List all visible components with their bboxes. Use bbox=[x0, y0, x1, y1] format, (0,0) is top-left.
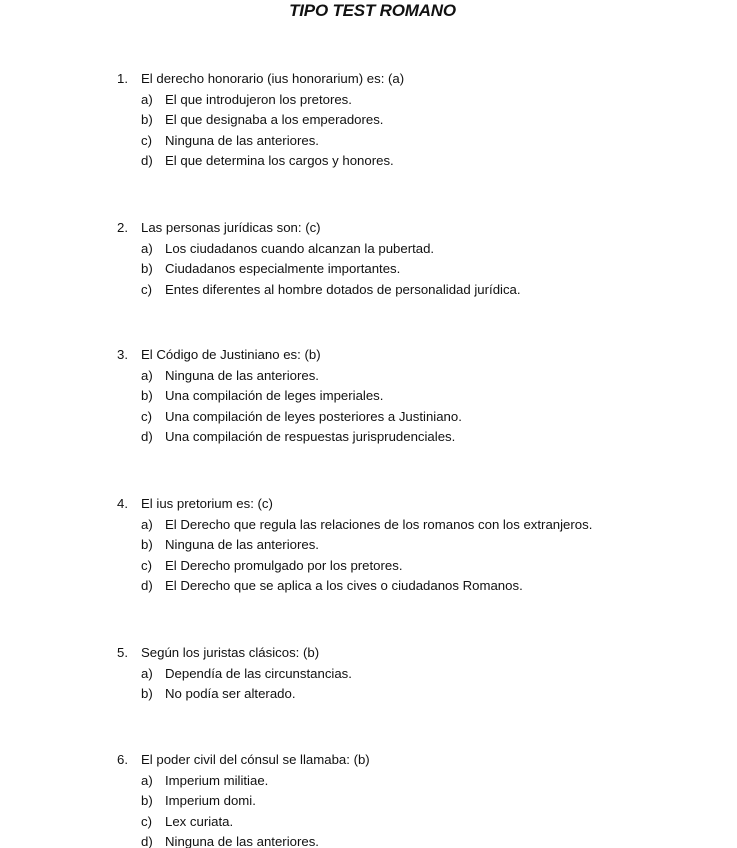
option-text: Dependía de las circunstancias. bbox=[165, 665, 352, 681]
answer-option bbox=[0, 259, 737, 280]
answer-option bbox=[0, 771, 737, 792]
question-4 bbox=[0, 494, 737, 597]
option-text: El que designaba a los emperadores. bbox=[165, 112, 384, 127]
answer-option bbox=[0, 556, 737, 577]
option-letter: b) bbox=[141, 793, 153, 808]
option-text: El Derecho que se aplica a los cives o ciudadanos Romanos. bbox=[165, 578, 523, 593]
option-text: Una compilación de respuestas jurisprudenciales. bbox=[165, 429, 456, 444]
option-letter: a) bbox=[141, 240, 153, 256]
question-number: 6. bbox=[117, 752, 128, 767]
answer-option bbox=[0, 664, 737, 685]
option-text: Los ciudadanos cuando alcanzan la pubertad. bbox=[165, 240, 435, 256]
option-letter: c) bbox=[141, 813, 152, 829]
question-stem bbox=[0, 345, 737, 366]
option-letter: d) bbox=[141, 834, 153, 848]
option-text: Ciudadanos especialmente importantes. bbox=[165, 261, 401, 276]
option-text: Ninguna de las anteriores. bbox=[165, 834, 319, 848]
answer-option bbox=[0, 535, 737, 556]
question-3 bbox=[0, 345, 737, 448]
question-5 bbox=[0, 643, 737, 705]
option-letter: b) bbox=[141, 388, 153, 403]
answer-option bbox=[0, 791, 737, 812]
option-text: Ninguna de las anteriores. bbox=[165, 367, 319, 383]
answer-option bbox=[0, 386, 737, 407]
option-text: El Derecho que regula las relaciones de los romanos con los extranjeros. bbox=[165, 516, 593, 532]
question-6 bbox=[0, 750, 737, 848]
option-letter: c) bbox=[141, 557, 152, 573]
answer-option bbox=[0, 366, 737, 387]
option-letter: c) bbox=[141, 132, 152, 148]
answer-option bbox=[0, 427, 737, 448]
option-letter: a) bbox=[141, 367, 153, 383]
question-text: El ius pretorium es: (c) bbox=[141, 496, 273, 511]
option-letter: a) bbox=[141, 665, 153, 681]
option-text: Una compilación de leges imperiales. bbox=[165, 388, 384, 403]
answer-option bbox=[0, 151, 737, 172]
option-letter: d) bbox=[141, 153, 153, 168]
answer-option bbox=[0, 515, 737, 536]
question-stem bbox=[0, 69, 737, 90]
question-number: 4. bbox=[117, 496, 128, 511]
option-text: El que introdujeron los pretores. bbox=[165, 91, 352, 107]
option-letter: a) bbox=[141, 516, 153, 532]
option-letter: c) bbox=[141, 408, 152, 424]
option-letter: b) bbox=[141, 112, 153, 127]
answer-option bbox=[0, 131, 737, 152]
option-text: Ninguna de las anteriores. bbox=[165, 537, 319, 552]
question-text: Según los juristas clásicos: (b) bbox=[141, 645, 320, 660]
option-letter: b) bbox=[141, 537, 153, 552]
option-text: Ninguna de las anteriores. bbox=[165, 132, 319, 148]
option-text: Imperium militiae. bbox=[165, 772, 269, 788]
answer-option bbox=[0, 110, 737, 131]
option-letter: d) bbox=[141, 578, 153, 593]
question-number: 5. bbox=[117, 645, 128, 660]
question-text: El poder civil del cónsul se llamaba: (b) bbox=[141, 752, 370, 767]
option-text: Una compilación de leyes posteriores a Justiniano. bbox=[165, 408, 462, 424]
question-number: 1. bbox=[117, 71, 128, 86]
question-stem bbox=[0, 643, 737, 664]
option-letter: c) bbox=[141, 281, 152, 297]
question-2 bbox=[0, 218, 737, 300]
question-text: Las personas jurídicas son: (c) bbox=[141, 220, 321, 235]
question-text: El derecho honorario (ius honorarium) es: (a) bbox=[141, 71, 405, 86]
option-text: El Derecho promulgado por los pretores. bbox=[165, 557, 403, 573]
option-letter: b) bbox=[141, 261, 153, 276]
answer-option bbox=[0, 407, 737, 428]
option-letter: b) bbox=[141, 686, 153, 701]
question-number: 2. bbox=[117, 220, 128, 235]
document-title: TIPO TEST ROMANO bbox=[289, 1, 456, 20]
question-1 bbox=[0, 69, 737, 172]
answer-option bbox=[0, 812, 737, 833]
option-text: Lex curiata. bbox=[165, 813, 234, 829]
answer-option bbox=[0, 280, 737, 301]
answer-option bbox=[0, 832, 737, 848]
question-text: El Código de Justiniano es: (b) bbox=[141, 347, 321, 362]
option-letter: d) bbox=[141, 429, 153, 444]
option-letter: a) bbox=[141, 772, 153, 788]
option-text: Entes diferentes al hombre dotados de personalidad jurídica. bbox=[165, 281, 521, 297]
question-stem bbox=[0, 750, 737, 771]
answer-option bbox=[0, 90, 737, 111]
answer-option bbox=[0, 576, 737, 597]
answer-option bbox=[0, 684, 737, 705]
option-text: El que determina los cargos y honores. bbox=[165, 153, 394, 168]
question-stem bbox=[0, 218, 737, 239]
question-stem bbox=[0, 494, 737, 515]
option-text: Imperium domi. bbox=[165, 793, 256, 808]
question-number: 3. bbox=[117, 347, 128, 362]
answer-option bbox=[0, 239, 737, 260]
option-letter: a) bbox=[141, 91, 153, 107]
option-text: No podía ser alterado. bbox=[165, 686, 296, 701]
